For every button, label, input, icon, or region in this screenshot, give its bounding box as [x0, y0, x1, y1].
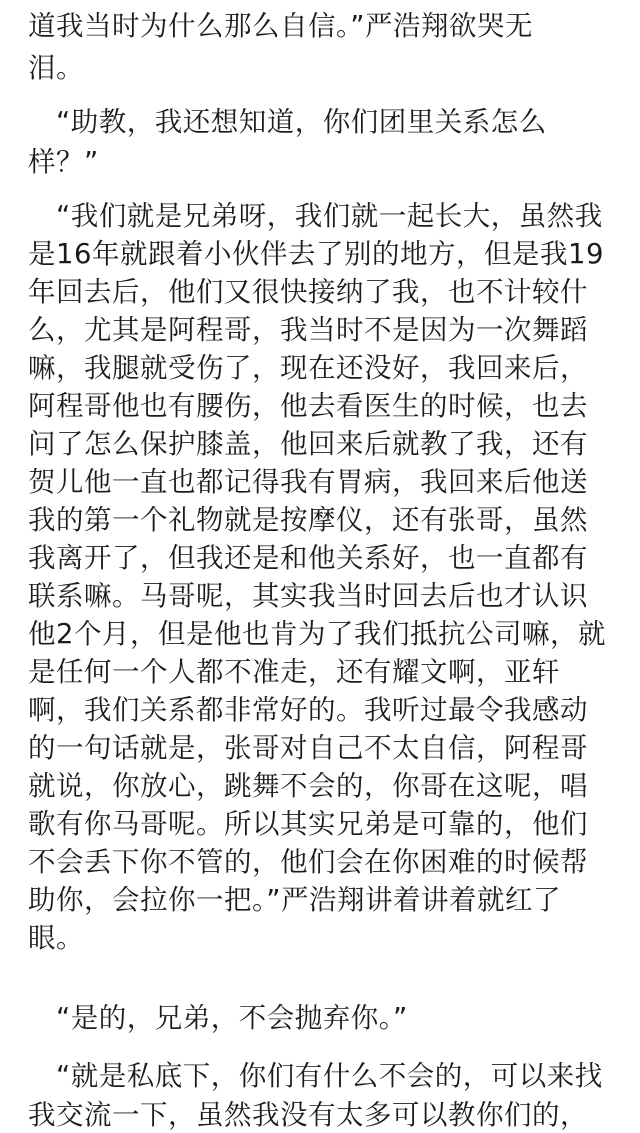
text-line: 我离开了，但我还是和他关系好，也一直都有 — [28, 542, 588, 574]
text-line: 泪。 — [28, 52, 84, 84]
text-line: “是的，兄弟，不会抛弃你。” — [28, 1002, 408, 1034]
text-line: 是任何一个人都不准走，还有耀文啊，亚轩 — [28, 656, 560, 688]
text-line: 贺儿他一直也都记得我有胃病，我回来后他送 — [28, 466, 588, 498]
text-line: 么，尤其是阿程哥，我当时不是因为一次舞蹈 — [28, 314, 588, 346]
text-line: 嘛，我腿就受伤了，现在还没好，我回来后， — [28, 352, 588, 384]
text-line: 阿程哥他也有腰伤，他去看医生的时候，也去 — [28, 390, 588, 422]
text-line: 啊，我们关系都非常好的。我听过最令我感动 — [28, 694, 588, 726]
text-line: 助你，会拉你一把。”严浩翔讲着讲着就红了 — [28, 884, 561, 916]
text-line: 他2个月，但是他也肯为了我们抵抗公司嘛，就 — [28, 618, 606, 650]
text-line: 我的第一个礼物就是按摩仪，还有张哥，虽然 — [28, 504, 588, 536]
text-line: 样？” — [28, 146, 99, 178]
text-line: 我交流一下，虽然我没有太多可以教你们的， — [28, 1099, 588, 1131]
text-line: 的一句话就是，张哥对自己不太自信，阿程哥 — [28, 732, 588, 764]
text-line: 年回去后，他们又很快接纳了我，也不计较什 — [28, 276, 588, 308]
text-line: 问了怎么保护膝盖，他回来后就教了我，还有 — [28, 428, 588, 460]
text-line: 就说，你放心，跳舞不会的，你哥在这呢，唱 — [28, 770, 588, 802]
text-line: 道我当时为什么那么自信。”严浩翔欲哭无 — [28, 10, 533, 42]
text-line: “就是私底下，你们有什么不会的，可以来找 — [28, 1060, 603, 1092]
text-line: 是16年就跟着小伙伴去了别的地方，但是我19 — [28, 238, 604, 270]
text-line: “我们就是兄弟呀，我们就一起长大，虽然我 — [28, 200, 603, 232]
text-line: 眼。 — [28, 922, 84, 954]
text-line: 歌有你马哥呢。所以其实兄弟是可靠的，他们 — [28, 808, 588, 840]
text-line: 联系嘛。马哥呢，其实我当时回去后也才认识 — [28, 580, 588, 612]
text-line: 不会丢下你不管的，他们会在你困难的时候帮 — [28, 846, 588, 878]
text-line: “助教，我还想知道，你们团里关系怎么 — [28, 106, 547, 138]
